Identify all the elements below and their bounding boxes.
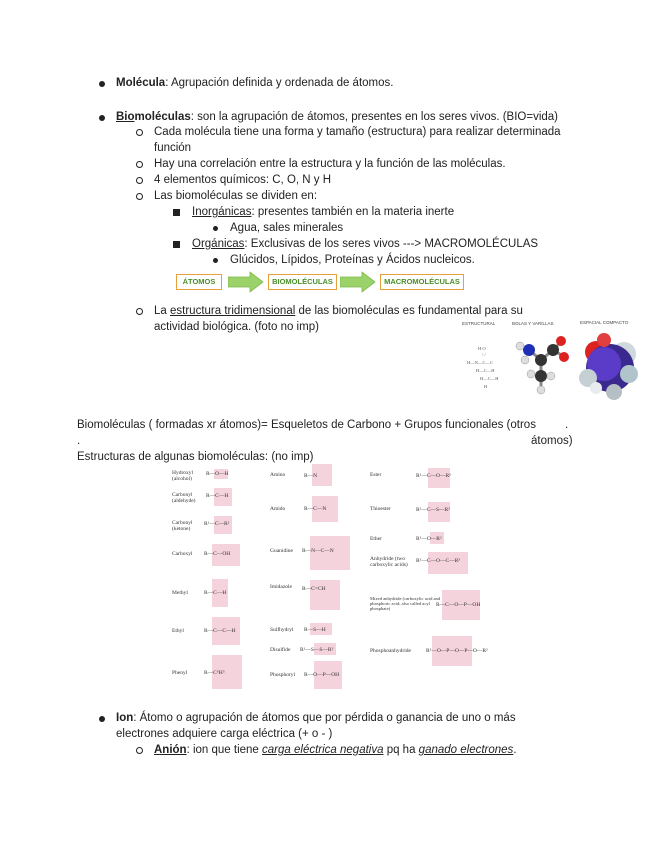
group-formula: R¹—O—P—O—P—O—R² [426, 648, 488, 654]
group-name: Imidazole [270, 584, 292, 590]
sub1-line1: Cada molécula tiene una forma y tamaño (estructura) para realizar determinada [154, 126, 561, 138]
anion-line [154, 744, 517, 756]
group-formula: R¹—S—S—R² [300, 647, 334, 653]
group-name: Hydroxyl (alcohol) [172, 470, 194, 482]
formula-dot-left: . [77, 435, 81, 447]
group-formula: R—C=CH [302, 586, 326, 592]
bullet-dot [99, 81, 105, 87]
group-name: Ether [370, 536, 382, 542]
group-formula: R—C—H [204, 590, 227, 596]
biomoleculas-text: : son la agrupación de átomos, presentes en los seres vivos. (BIO=vida) [190, 111, 559, 123]
bullet-dot [99, 115, 105, 121]
img-header-estructural: ESTRUCTURAL [462, 321, 496, 326]
group-name: Anhydride (two carboxylic acids) [370, 556, 408, 568]
bullet-dot [213, 226, 218, 231]
group-name: Methyl [172, 590, 188, 596]
inorganicas-line [192, 206, 454, 218]
molecule-space-filling-image [574, 330, 644, 402]
group-name: Mixed anhydride (carboxylic acid and phosphoric acid; also called acyl phosphate) [370, 596, 441, 611]
formula-line2: átomos) [531, 435, 573, 447]
molecule-ball-and-stick-image [507, 330, 572, 398]
group-formula: R—C—OH [204, 551, 231, 557]
molecula-term: Molécula [116, 77, 166, 89]
bullet-circle [136, 161, 143, 168]
group-formula: R—N [304, 473, 318, 479]
bullet-square [173, 241, 180, 248]
group-formula: R¹—C—O—R² [416, 473, 451, 479]
group-name: Carbonyl (aldehyde) [172, 492, 196, 504]
biomoleculas-term-bio: Bio [116, 111, 135, 123]
group-formula: R—C⁶H⁵ [204, 670, 225, 676]
biomoleculas-line [116, 111, 558, 123]
group-name: Sulfhydryl [270, 627, 294, 633]
flow-biomoleculas-box: BIOMOLÉCULAS [268, 274, 337, 290]
sub5-line1 [154, 305, 523, 317]
group-highlight [310, 580, 340, 610]
img-header-bolas: BOLAS Y VARILLAS [512, 321, 554, 326]
group-name: Ethyl [172, 628, 184, 634]
bullet-circle [136, 177, 143, 184]
ion-text-1: : Átomo o agrupación de átomos que por pérdida o ganancia de uno o más [133, 712, 516, 724]
group-name: Guanidine [270, 548, 293, 554]
sub4: Las biomoléculas se dividen en: [154, 190, 318, 202]
ion-line1 [116, 712, 516, 724]
bullet-dot [99, 716, 105, 722]
anion-text-c: . [513, 744, 517, 756]
estructuras-title: Estructuras de algunas biomoléculas: (no imp) [77, 451, 314, 463]
group-name: Ester [370, 472, 382, 478]
bullet-circle [136, 129, 143, 136]
group-formula: R¹—C—R² [204, 521, 230, 527]
bullet-circle [136, 747, 143, 754]
group-formula: R—O—P—OH [304, 672, 340, 678]
group-name: Carbonyl (ketone) [172, 520, 193, 532]
group-formula: R—O—H [206, 471, 229, 477]
svg-text:H: H [484, 384, 488, 389]
group-name: Phosphoryl [270, 672, 296, 678]
svg-text:\ /: \ / [482, 352, 486, 357]
svg-text:H—C—H: H—C—H [480, 376, 499, 381]
organicas-example: Glúcidos, Lípidos, Proteínas y Ácidos nucleicos. [230, 254, 475, 266]
group-name: Phenyl [172, 670, 188, 676]
anion-underlined-2: ganado electrones [418, 744, 514, 756]
flow-atomos-box: ÁTOMOS [176, 274, 222, 290]
inorganicas-example: Agua, sales minerales [230, 222, 344, 234]
sub2: Hay una correlación entre la estructura y la función de las moléculas. [154, 158, 506, 170]
bullet-square [173, 209, 180, 216]
bullet-dot [213, 258, 218, 263]
group-name: Disulfide [270, 647, 291, 653]
group-name: Thioester [370, 506, 391, 512]
group-name: Carboxyl [172, 551, 193, 557]
group-formula: R¹—C—O—C—R² [416, 558, 460, 564]
sub5-text-b: de las biomoléculas es fundamental para su [295, 305, 523, 317]
group-formula: R—N—C—N [302, 548, 334, 554]
group-formula: R—C—O—P—OH [436, 602, 481, 608]
sub5-line2: actividad biológica. (foto no imp) [154, 321, 319, 333]
anion-underlined-1: carga eléctrica negativa [262, 744, 384, 756]
svg-text:H—N—C—C: H—N—C—C [467, 360, 494, 365]
group-formula: R—C—N [304, 506, 327, 512]
molecula-line [116, 77, 393, 89]
group-formula: R—C—H [206, 493, 229, 499]
group-name: Amino [270, 472, 286, 478]
inorganicas-text: : presentes también en la materia inerte [251, 206, 455, 218]
group-name: Phosphoanhydride [370, 648, 411, 654]
formula-line1: Biomoléculas ( formadas xr átomos)= Esqueletos de Carbono + Grupos funcionales (otros [77, 419, 536, 431]
group-name: Amido [270, 506, 286, 512]
img-header-compacto: ESPACIAL COMPACTO [580, 320, 629, 325]
sub1-line2: función [154, 142, 192, 154]
organicas-line [192, 238, 538, 250]
flow-arrow-icon [340, 271, 376, 293]
group-formula: R¹—C—S—R² [416, 507, 450, 513]
anion-text-a: : ion que tiene [186, 744, 263, 756]
inorganicas-term: Inorgánicas [192, 206, 252, 218]
biomoleculas-term-rest: moléculas [134, 111, 191, 123]
sub5-underlined: estructura tridimensional [170, 305, 296, 317]
group-formula: R—S—H [304, 627, 326, 633]
group-formula: R—C—C—H [204, 628, 236, 634]
flow-arrow-icon [228, 271, 264, 293]
bullet-circle [136, 308, 143, 315]
molecula-text: : Agrupación definida y ordenada de átomos. [165, 77, 394, 89]
anion-term: Anión [154, 744, 187, 756]
organicas-term: Orgánicas [192, 238, 245, 250]
functional-groups-figure [170, 462, 490, 692]
svg-text:H O: H O [478, 346, 486, 351]
bullet-circle [136, 193, 143, 200]
sub5-text-a: La [154, 305, 170, 317]
organicas-text: : Exclusivas de los seres vivos ---> MACROMOLÉCULAS [244, 238, 539, 250]
molecule-structural-formula-image [462, 340, 502, 395]
formula-dot-right: . [565, 419, 569, 431]
anion-text-b: pq ha [383, 744, 419, 756]
ion-term: Ion [116, 712, 134, 724]
sub3: 4 elementos químicos: C, O, N y H [154, 174, 332, 186]
group-formula: R¹—O—R² [416, 536, 442, 542]
svg-text:H—C—H: H—C—H [476, 368, 495, 373]
ion-line2: electrones adquiere carga eléctrica (+ o - ) [116, 728, 333, 740]
flow-macromoleculas-box: MACROMOLÉCULAS [380, 274, 464, 290]
